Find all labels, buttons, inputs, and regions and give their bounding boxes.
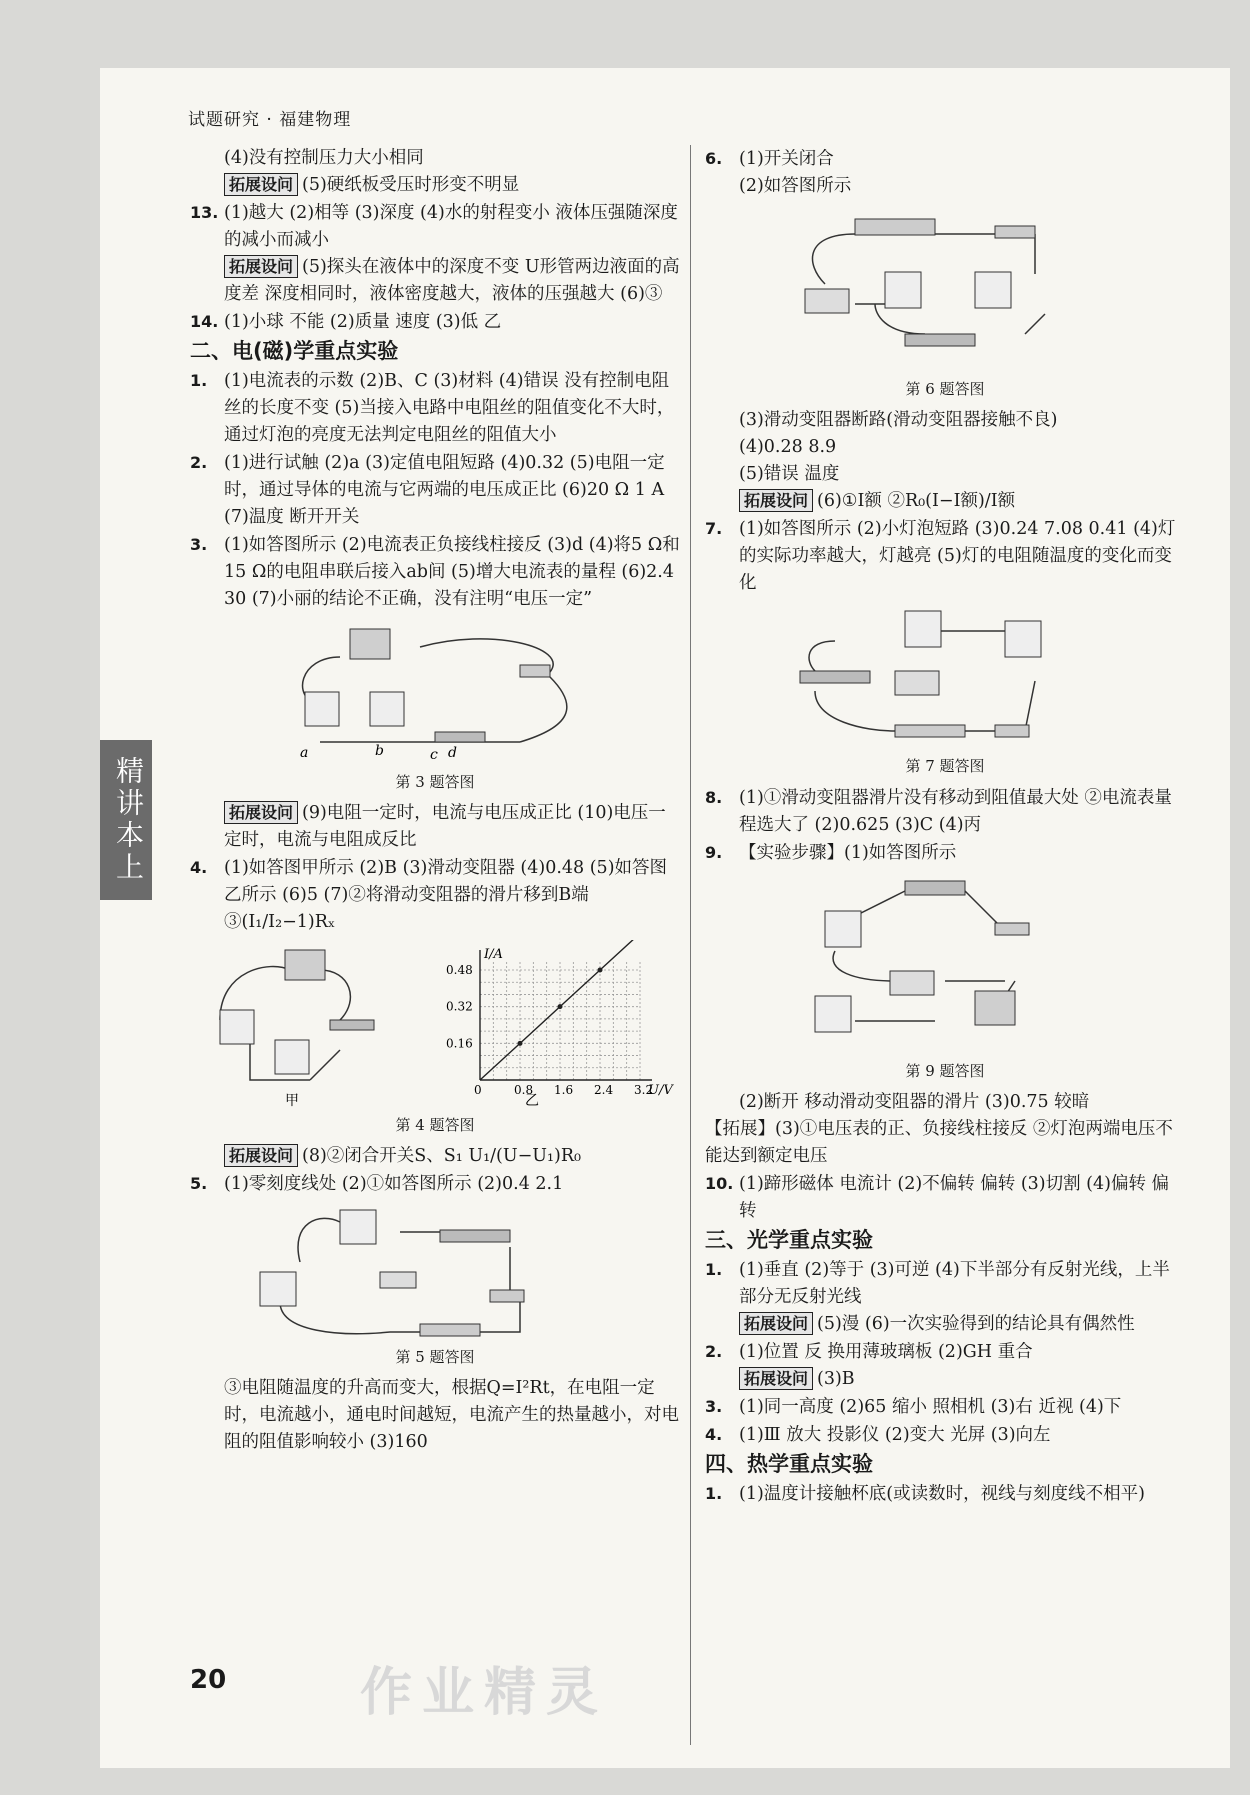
data-point bbox=[558, 1004, 563, 1009]
question-number: 8. bbox=[705, 788, 723, 807]
x-tick-label: 1.6 bbox=[554, 1083, 574, 1097]
question-10 bbox=[705, 1170, 1185, 1225]
question-number: 2. bbox=[705, 1342, 723, 1361]
answer-line: (4)没有控制压力大小相同 bbox=[224, 148, 424, 168]
circuit-diagram-3 bbox=[190, 617, 680, 767]
figure-caption: 第 4 题答图 bbox=[395, 1116, 475, 1134]
figure-4-svg bbox=[190, 940, 680, 1110]
right-column bbox=[705, 145, 1185, 1508]
label-b: b bbox=[375, 743, 384, 759]
answer-text: (1)进行试触 (2)a (3)定值电阻短路 (4)0.32 (5)电阻一定时，通过导体的电流与它两端的电压成正比 (6)20 Ω 1 A (7)温度 断开开关 bbox=[224, 453, 665, 527]
answer-text: (1)如答图甲所示 (2)B (3)滑动变阻器 (4)0.48 (5)如答图乙所示 (6)5 (7)②将滑动变阻器的滑片移到B端 ③(I₁/I₂−1)Rₓ bbox=[224, 858, 668, 932]
answer-line: (4)0.28 8.9 bbox=[739, 437, 837, 457]
answer-line bbox=[705, 1311, 1185, 1338]
question-number: 2. bbox=[190, 453, 208, 472]
answer-text: (9)电阻一定时，电流与电压成正比 (10)电压一定时，电流与电阻成反比 bbox=[224, 803, 666, 850]
answer-text: (1)越大 (2)相等 (3)深度 (4)水的射程变小 液体压强随深度的减小而减小 bbox=[224, 203, 678, 250]
circuit-jia bbox=[220, 950, 374, 1080]
extension-tag: 拓展设问 bbox=[224, 173, 298, 196]
heat-question-1 bbox=[705, 1480, 1185, 1508]
x-tick-label: 3.2 bbox=[634, 1083, 654, 1097]
column-divider bbox=[690, 145, 691, 1745]
y-tick-label: 0.32 bbox=[446, 999, 473, 1014]
question-14 bbox=[190, 308, 680, 336]
figure-caption: 第 7 题答图 bbox=[905, 757, 985, 775]
answer-line bbox=[190, 172, 680, 199]
optics-question-2 bbox=[705, 1338, 1185, 1366]
y-tick-label: 0.48 bbox=[446, 963, 473, 977]
label-d: d bbox=[448, 745, 457, 761]
figure-caption: 第 5 题答图 bbox=[395, 1348, 475, 1366]
answer-text: (6)①I额 ②R₀(I−I额)/I额 bbox=[817, 491, 1016, 511]
answer-text: (5)探头在液体中的深度不变 U形管两边液面的高度差 深度相同时，液体密度越大，液体的压强越大 (6)③ bbox=[224, 257, 680, 304]
question-number: 3. bbox=[190, 535, 208, 554]
answer-text: (3)B bbox=[817, 1369, 855, 1389]
y-tick-label: 0.16 bbox=[446, 1036, 473, 1051]
figure-9 bbox=[705, 871, 1185, 1056]
answer-line: 【拓展】(3)①电压表的正、负接线柱接反 ②灯泡两端电压不能达到额定电压 bbox=[705, 1119, 1173, 1166]
iu-chart bbox=[446, 940, 674, 1098]
answer-text: (1)蹄形磁体 电流计 (2)不偏转 偏转 (3)切割 (4)偏转 偏转 bbox=[739, 1174, 1170, 1221]
answer-text: (5)漫 (6)一次实验得到的结论具有偶然性 bbox=[817, 1314, 1135, 1334]
circuit-diagram-5 bbox=[190, 1202, 680, 1342]
answer-text: (1)如答图所示 (2)小灯泡短路 (3)0.24 7.08 0.41 (4)灯的实际功率越大，灯越亮 (5)灯的电阻随温度的变化而变化 bbox=[739, 519, 1176, 593]
question-number: 14. bbox=[190, 312, 219, 331]
question-number: 1. bbox=[705, 1260, 723, 1279]
watermark: 作业精灵 bbox=[360, 1663, 609, 1723]
x-axis-label: U/V bbox=[648, 1083, 673, 1098]
page-header: 试题研究 · 福建物理 bbox=[188, 110, 352, 130]
answer-text: (1)同一高度 (2)65 缩小 照相机 (3)右 近视 (4)下 bbox=[739, 1397, 1122, 1417]
label-a: a bbox=[300, 745, 309, 761]
question-number: 1. bbox=[705, 1484, 723, 1503]
answer-line: (5)错误 温度 bbox=[739, 464, 840, 484]
answer-text: (1)温度计接触杯底(或读数时，视线与刻度线不相平) bbox=[739, 1484, 1145, 1504]
answer-text: (1)零刻度线处 (2)①如答图所示 (2)0.4 2.1 bbox=[224, 1174, 564, 1194]
optics-question-3 bbox=[705, 1393, 1185, 1421]
answer-text: (1)位置 反 换用薄玻璃板 (2)GH 重合 bbox=[739, 1342, 1033, 1362]
question-number: 10. bbox=[705, 1174, 734, 1193]
question-number: 9. bbox=[705, 843, 723, 862]
answer-text: (1)①滑动变阻器滑片没有移动到阻值最大处 ②电流表量程选大了 (2)0.625 (3)C (4)丙 bbox=[739, 788, 1172, 835]
extension-tag: 拓展设问 bbox=[224, 255, 298, 278]
figure-caption: 第 9 题答图 bbox=[905, 1062, 985, 1080]
answer-text: (8)②闭合开关S、S₁ U₁/(U−U₁)R₀ bbox=[302, 1146, 582, 1166]
extension-tag: 拓展设问 bbox=[224, 801, 298, 824]
question-number: 13. bbox=[190, 203, 219, 222]
figure-caption: 第 3 题答图 bbox=[395, 773, 475, 791]
answer-line bbox=[705, 488, 1185, 515]
question-number: 4. bbox=[190, 858, 208, 877]
answer-text: (1)Ⅲ 放大 投影仪 (2)变大 光屏 (3)向左 bbox=[739, 1425, 1051, 1445]
answer-line bbox=[190, 1143, 680, 1170]
page-number: 20 bbox=[190, 1665, 227, 1695]
answer-line: ③电阻随温度的升高而变大，根据Q=I²Rt，在电阻一定时，电流越小，通电时间越短，电流产生的热量越小，对电阻的阻值影响较小 (3)160 bbox=[224, 1378, 679, 1452]
figure-6 bbox=[705, 204, 1185, 374]
answer-line: (3)滑动变阻器断路(滑动变阻器接触不良) bbox=[739, 410, 1058, 430]
question-number: 4. bbox=[705, 1425, 723, 1444]
figure-caption: 第 6 题答图 bbox=[905, 380, 985, 398]
question-3 bbox=[190, 531, 680, 613]
question-7 bbox=[705, 515, 1185, 597]
extension-tag: 拓展设问 bbox=[739, 489, 813, 512]
figure-4 bbox=[190, 940, 680, 1110]
question-2 bbox=[190, 449, 680, 531]
optics-question-4 bbox=[705, 1421, 1185, 1449]
answer-text: 【实验步骤】(1)如答图所示 bbox=[739, 843, 957, 863]
figure-5 bbox=[190, 1202, 680, 1342]
answer-text: (1)如答图所示 (2)电流表正负接线柱接反 (3)d (4)将5 Ω和15 Ω的电阻串联后接入ab间 (5)增大电流表的量程 (6)2.4 30 (7)小丽的结论不正确，没有注明“电压一定” bbox=[224, 535, 680, 609]
data-point bbox=[598, 968, 603, 973]
question-number: 3. bbox=[705, 1397, 723, 1416]
question-13 bbox=[190, 199, 680, 254]
y-axis-label: I/A bbox=[484, 947, 503, 962]
question-number: 5. bbox=[190, 1174, 208, 1193]
section-heading: 四、热学重点实验 bbox=[705, 1452, 873, 1476]
data-point bbox=[518, 1041, 523, 1046]
extension-tag: 拓展设问 bbox=[739, 1312, 813, 1335]
section-heading: 三、光学重点实验 bbox=[705, 1228, 873, 1252]
answer-text: (1)垂直 (2)等于 (3)可逆 (4)下半部分有反射光线，上半部分无反射光线 bbox=[739, 1260, 1170, 1307]
x-tick-label: 2.4 bbox=[594, 1083, 614, 1097]
answer-text: (5)硬纸板受压时形变不明显 bbox=[302, 175, 520, 195]
figure-7 bbox=[705, 601, 1185, 751]
x-tick-label: 0.8 bbox=[514, 1083, 534, 1097]
side-tab: 精讲本上 bbox=[100, 740, 152, 900]
answer-line bbox=[190, 254, 680, 308]
question-9 bbox=[705, 839, 1185, 867]
label-jia: 甲 bbox=[285, 1093, 299, 1109]
question-5 bbox=[190, 1170, 680, 1198]
circuit-diagram-9 bbox=[705, 871, 1185, 1056]
x-tick-label: 0 bbox=[474, 1083, 482, 1097]
question-1 bbox=[190, 367, 680, 449]
extension-tag: 拓展设问 bbox=[224, 1144, 298, 1167]
question-number: 6. bbox=[705, 149, 723, 168]
answer-line bbox=[705, 1366, 1185, 1393]
answer-line: (2)如答图所示 bbox=[739, 176, 852, 196]
answer-line: (2)断开 移动滑动变阻器的滑片 (3)0.75 较暗 bbox=[739, 1092, 1090, 1112]
question-number: 7. bbox=[705, 519, 723, 538]
extension-tag: 拓展设问 bbox=[739, 1367, 813, 1390]
circuit-diagram-6 bbox=[705, 204, 1185, 374]
question-4 bbox=[190, 854, 680, 936]
section-heading: 二、电(磁)学重点实验 bbox=[190, 339, 399, 363]
label-c: c bbox=[430, 747, 438, 763]
question-6 bbox=[705, 145, 1185, 173]
optics-question-1 bbox=[705, 1256, 1185, 1311]
circuit-diagram-7 bbox=[705, 601, 1185, 751]
figure-3 bbox=[190, 617, 680, 767]
question-8 bbox=[705, 784, 1185, 839]
question-number: 1. bbox=[190, 371, 208, 390]
answer-line bbox=[190, 800, 680, 854]
answer-text: (1)电流表的示数 (2)B、C (3)材料 (4)错误 没有控制电阻丝的长度不变 (5)当接入电路中电阻丝的阻值变化不大时，通过灯泡的亮度无法判定电阻丝的阻值大小 bbox=[224, 371, 675, 445]
answer-text: (1)小球 不能 (2)质量 速度 (3)低 乙 bbox=[224, 312, 502, 332]
label-yi: 乙 bbox=[525, 1093, 539, 1109]
left-column bbox=[190, 145, 680, 1456]
answer-text: (1)开关闭合 bbox=[739, 149, 834, 169]
